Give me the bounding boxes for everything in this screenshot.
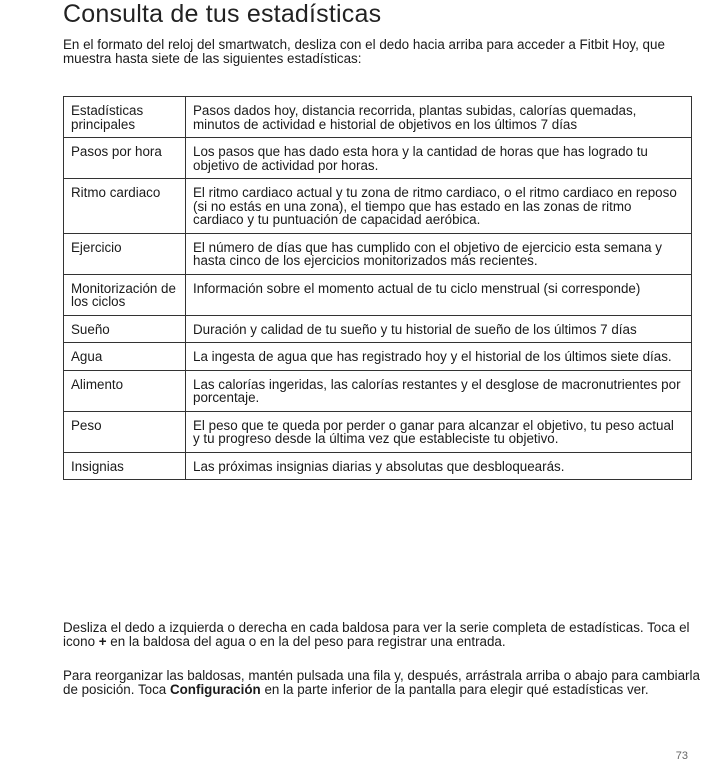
table-row	[64, 179, 692, 234]
stat-description: El número de días que has cumplido con el objetivo de ejercicio esta semana y hasta cinco de los ejercicios monitorizados más recientes.	[186, 233, 692, 274]
stat-description: El peso que te queda por perder o ganar para alcanzar el objetivo, tu peso actual y tu progreso desde la última vez que estableciste tu objetivo.	[186, 411, 692, 452]
stat-label: Insignias	[64, 452, 186, 480]
reorder-text-end: en la parte inferior de la pantalla para elegir qué estadísticas ver.	[260, 681, 649, 697]
table-row	[64, 452, 692, 480]
stat-description: Duración y calidad de tu sueño y tu historial de sueño de los últimos 7 días	[186, 315, 692, 343]
stat-description: Pasos dados hoy, distancia recorrida, plantas subidas, calorías quemadas, minutos de actividad e historial de objetivos en los últimos 7 días	[186, 97, 692, 138]
stat-label: Estadísticas principales	[64, 97, 186, 138]
stat-label: Alimento	[64, 370, 186, 411]
stat-description: Información sobre el momento actual de tu ciclo menstrual (si corresponde)	[186, 274, 692, 315]
table-row	[64, 274, 692, 315]
table-row	[64, 370, 692, 411]
table-row	[64, 343, 692, 371]
reorder-paragraph	[63, 669, 703, 696]
stat-label: Pasos por hora	[64, 138, 186, 179]
page-number: 73	[675, 750, 688, 762]
plus-icon: +	[98, 633, 107, 649]
swipe-text: Desliza el dedo a izquierda o derecha en cada baldosa para ver la serie completa de estadísticas. Toca el icono	[63, 620, 690, 649]
table-row	[64, 315, 692, 343]
stat-label: Peso	[64, 411, 186, 452]
table-row	[64, 411, 692, 452]
intro-paragraph: En el formato del reloj del smartwatch, desliza con el dedo hacia arriba para acceder a Fitbit Hoy, que muestra hasta siete de las siguientes estadísticas:	[63, 37, 665, 66]
swipe-text-end: en la baldosa del agua o en la del peso para registrar una entrada.	[106, 633, 506, 649]
stat-label: Ejercicio	[64, 233, 186, 274]
stat-label: Ritmo cardiaco	[64, 179, 186, 234]
table-row	[64, 138, 692, 179]
reorder-text: Para reorganizar las baldosas, mantén pulsada una fila y, después, arrástrala arriba o abajo para cambiarla de posición. Toca	[63, 668, 700, 697]
stat-description: Los pasos que has dado esta hora y la cantidad de horas que has logrado tu objetivo de actividad por horas.	[186, 138, 692, 179]
stat-description: La ingesta de agua que has registrado hoy y el historial de los últimos siete días.	[186, 343, 692, 371]
table-row	[64, 97, 692, 138]
stat-label: Monitorización de los ciclos	[64, 274, 186, 315]
stat-description: El ritmo cardiaco actual y tu zona de ritmo cardiaco, o el ritmo cardiaco en reposo (si no estás en una zona), el tiempo que has estado en las zonas de ritmo cardiaco y tu puntuación de capacidad aeróbica.	[186, 179, 692, 234]
stat-label: Sueño	[64, 315, 186, 343]
table-row	[64, 233, 692, 274]
statistics-table	[63, 96, 692, 480]
page-title: Consulta de tus estadísticas	[63, 0, 382, 28]
swipe-paragraph	[63, 621, 703, 648]
settings-term: Configuración	[169, 681, 261, 697]
stat-description: Las próximas insignias diarias y absolutas que desbloquearás.	[186, 452, 692, 480]
stat-description: Las calorías ingeridas, las calorías restantes y el desglose de macronutrientes por porcentaje.	[186, 370, 692, 411]
stat-label: Agua	[64, 343, 186, 371]
